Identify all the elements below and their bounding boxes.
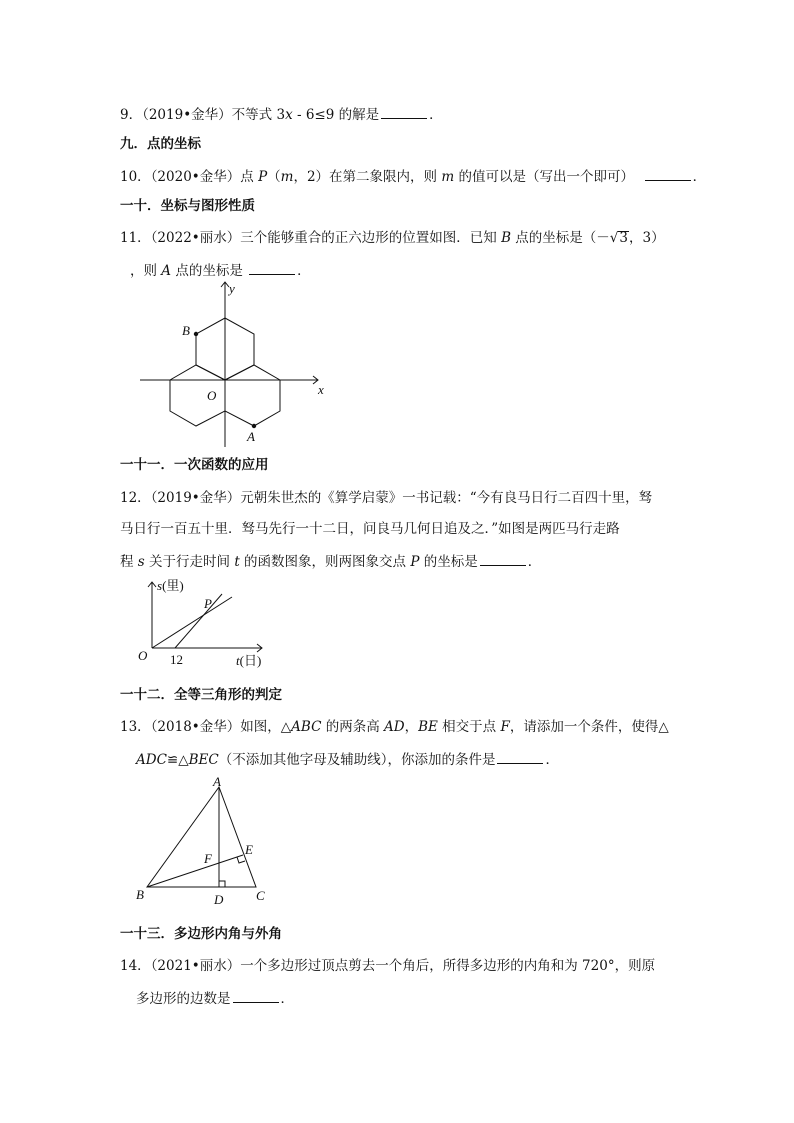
triangle-figure: [130, 775, 280, 910]
horse-graph-figure: [130, 578, 280, 673]
question-11-line-2: ，则 A 点的坐标是 ．: [130, 260, 311, 280]
answer-blank[interactable]: [233, 988, 279, 1003]
hexagon-left: [170, 365, 225, 426]
question-12-line-1: 12．（2019•金华）元朝朱世杰的《算学启蒙》一书记载：“今有良马日行二百四十里，驽: [120, 490, 653, 506]
altitude-be: [147, 855, 243, 887]
label-y: y: [229, 281, 235, 296]
label-b: B: [136, 887, 144, 902]
section-heading-13: 一十三．多边形内角与外角: [120, 926, 282, 942]
fast-horse-line: [175, 594, 222, 648]
question-source: （2018•金华）: [150, 719, 241, 735]
question-number: 13．: [120, 719, 151, 735]
question-13-line-1: 13．（2018•金华）如图，△ABC 的两条高 AD，BE 相交于点 F，请添加一个条件，使得△: [120, 719, 669, 735]
question-11-line-1: 11．（2022•丽水）三个能够重合的正六边形的位置如图．已知 B 点的坐标是（－√3，3）: [120, 230, 665, 246]
label-p: P: [204, 596, 212, 611]
question-source: （2019•金华）: [142, 107, 232, 123]
label-s: s(里): [157, 578, 184, 593]
right-angle-e: [237, 857, 245, 863]
slow-horse-line: [152, 597, 232, 648]
point-b: [194, 332, 198, 336]
label-d: D: [214, 892, 224, 907]
label-e: E: [245, 842, 253, 857]
triangle-abc: [147, 787, 256, 887]
label-t: t(日): [236, 653, 262, 668]
label-b: B: [182, 323, 190, 338]
answer-blank[interactable]: [645, 166, 691, 181]
question-number: 12．: [120, 490, 151, 506]
question-number: 11．: [120, 230, 151, 246]
question-10: 10．（2020•金华）点 P（m，2）在第二象限内，则 m 的值可以是（写出一个即可） ．: [120, 166, 706, 186]
question-9: 9．（2019•金华）不等式 3x - 6≤9 的解是 ．: [120, 104, 443, 124]
section-heading-10: 一十．坐标与图形性质: [120, 198, 255, 214]
label-c: C: [256, 888, 265, 903]
question-number: 9．: [120, 107, 143, 123]
question-14-line-1: 14．（2021•丽水）一个多边形过顶点剪去一个角后，所得多边形的内角和为 720°，则原: [120, 958, 656, 974]
hexagon-right: [225, 365, 280, 426]
question-14-line-2: 多边形的边数是 ．: [136, 988, 294, 1008]
right-angle-d: [219, 881, 225, 887]
section-heading-11: 一十一．一次函数的应用: [120, 457, 269, 473]
question-13-line-2: ADC≌△BEC（不添加其他字母及辅助线），你添加的条件是 ．: [136, 749, 559, 769]
question-source: （2021•丽水）: [150, 958, 241, 974]
question-12-line-2: 马日行一百五十里．驽马先行一十二日，问良马几何日追及之．”如图是两匹马行走路: [120, 521, 620, 537]
label-f: F: [204, 851, 212, 866]
answer-blank[interactable]: [480, 551, 526, 566]
question-source: （2022•丽水）: [150, 230, 241, 246]
answer-blank[interactable]: [249, 260, 295, 275]
section-heading-9: 九．点的坐标: [120, 136, 201, 152]
label-o: O: [138, 648, 148, 663]
label-x: x: [318, 382, 324, 397]
answer-blank[interactable]: [497, 749, 543, 764]
question-source: （2019•金华）: [150, 490, 241, 506]
question-source: （2020•金华）: [150, 169, 241, 185]
answer-blank[interactable]: [381, 104, 427, 119]
question-number: 14．: [120, 958, 151, 974]
question-number: 10．: [120, 169, 151, 185]
label-tick-12: 12: [170, 652, 183, 667]
question-12-line-3: 程 s 关于行走时间 t 的函数图象，则两图象交点 P 的坐标是 ．: [120, 551, 541, 571]
label-a: A: [213, 774, 221, 789]
point-a: [252, 424, 256, 428]
label-a: A: [247, 429, 255, 444]
label-o: O: [207, 388, 217, 403]
section-heading-12: 一十二．全等三角形的判定: [120, 687, 282, 703]
hexagon-figure: [130, 280, 340, 450]
